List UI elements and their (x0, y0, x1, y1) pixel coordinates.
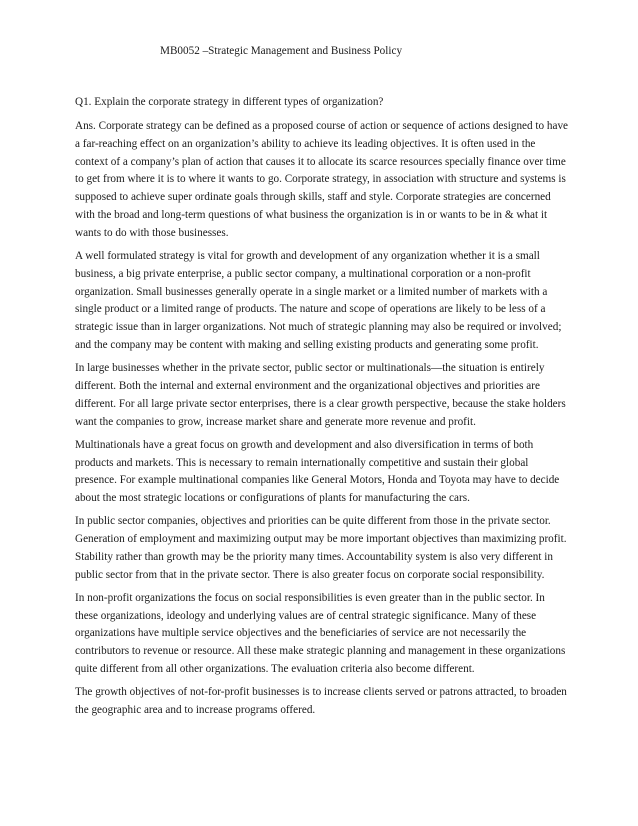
paragraph-large-business: In large businesses whether in the private sector, public sector or multinationals—the situation is entirely different. Both the internal and external environment and the organizational objectives and priorities are different. For all large private sector enterprises, there is a clear growth perspective, because the stake holders want the companies to grow, increase market share and generate more revenue and profit. (75, 362, 566, 428)
paragraph-non-profit: In non-profit organizations the focus on social responsibilities is even greater than in the public sector. In these organizations, ideology and underlying values are of central strategic significance. Many of these organizations have multiple service objectives and the beneficiaries of service are not necessarily the contributors to revenue or resource. All these make strategic planning and management in these organizations quite different from all other organizations. The evaluation criteria also become different. (75, 591, 566, 676)
document-body (75, 93, 570, 725)
paragraph-multinationals: Multinationals have a great focus on growth and development and also diversification in terms of both products and markets. This is necessary to remain internationally competitive and sustain their global presence. For example multinational companies like General Motors, Honda and Toyota may have to decide about the most strategic locations or configurations of plants for manufacturing the cars. (75, 438, 560, 505)
paragraph-growth-objectives: The growth objectives of not-for-profit businesses is to increase clients served or patrons attracted, to broaden the geographic area and to increase programs offered. (75, 686, 567, 717)
paragraph-answer-intro: Ans. Corporate strategy can be defined as a proposed course of action or sequence of actions designed to have a far-reaching effect on an organization’s ability to achieve its leading objectives. It is often used in the context of a company’s plan of action that causes it to allocate its scarce resources specially finance over time to get from where it is to where it wants to go. Corporate strategy, in association with structure and systems is supposed to achieve super ordinate goals through skills, staff and style. Corporate strategies are concerned with the broad and long-term questions of what business the organization is in or wants to be in & what it wants to do with those businesses. (75, 120, 569, 239)
paragraph-public-sector: In public sector companies, objectives and priorities can be quite different from those in the private sector. Generation of employment and maximizing output may be more important objectives than maximizing profit. Stability rather than growth may be the priority many times. Accountability system is also very different in public sector from that in the private sector. There is also greater focus on corporate social responsibility. (75, 515, 567, 581)
question-heading: Q1. Explain the corporate strategy in different types of organization? (75, 96, 384, 108)
paragraph-small-business: A well formulated strategy is vital for growth and development of any organization whether it is a small business, a big private enterprise, a public sector company, a multinational corporation or a non-profit organization. Small businesses generally operate in a single market or a limited number of markets with a single product or a limited range of products. The nature and scope of operations are likely to be less of a strategic issue than in larger organizations. Not much of strategic planning may also be required or involved; and the company may be content with making and selling existing products and generating some profit. (75, 249, 562, 351)
document-header-title: MB0052 –Strategic Management and Business Policy (160, 45, 403, 57)
